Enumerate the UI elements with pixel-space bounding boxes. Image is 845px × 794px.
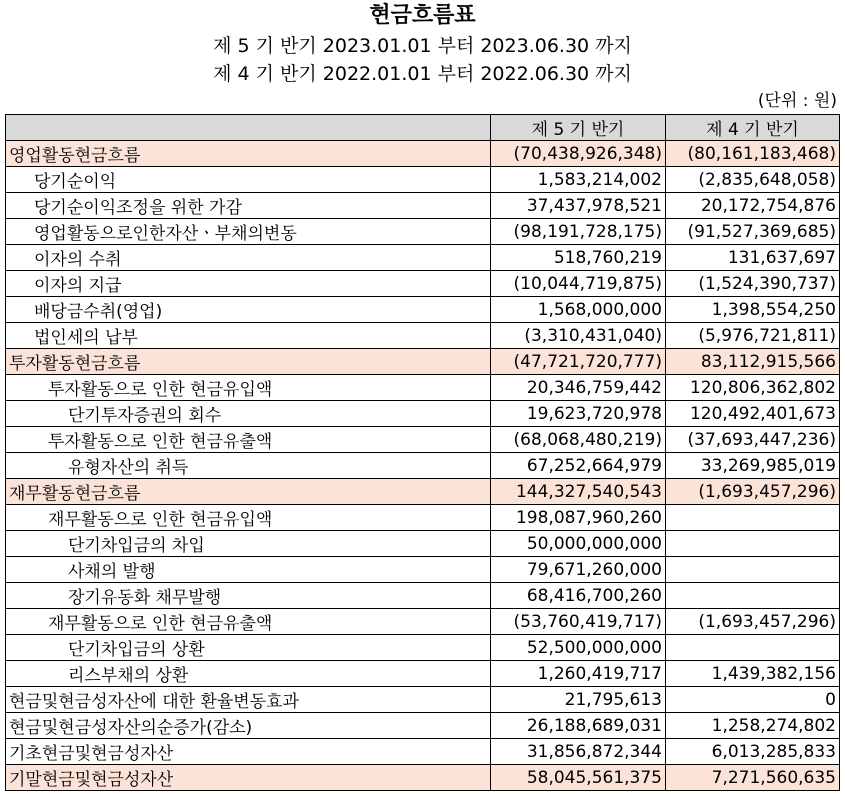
table-row [6,219,840,245]
table-row [6,375,840,401]
table-row [6,271,840,297]
previous-period-value: 6,013,285,833 [666,739,840,765]
current-period-value: 1,568,000,000 [491,297,666,323]
previous-period-value [666,505,840,531]
period-previous: 제 4 기 반기 2022.01.01 부터 2022.06.30 까지 [213,63,632,85]
current-period-value: 20,346,759,442 [491,375,666,401]
previous-period-value [666,635,840,661]
account-label: 투자활동으로 인한 현금유입액 [6,375,491,401]
header-account [6,115,491,141]
previous-period-value: (37,693,447,236) [666,427,840,453]
table-header-row [6,115,840,141]
account-label: 유형자산의 취득 [6,453,491,479]
previous-period-value: 83,112,915,566 [666,349,840,375]
previous-period-value: 7,271,560,635 [666,765,840,791]
current-period-value: (68,068,480,219) [491,427,666,453]
current-period-value: 52,500,000,000 [491,635,666,661]
period-current: 제 5 기 반기 2023.01.01 부터 2023.06.30 까지 [213,35,632,57]
previous-period-value [666,531,840,557]
account-label: 현금및현금성자산에 대한 환율변동효과 [6,687,491,713]
table-row [6,635,840,661]
account-label: 당기순이익조정을 위한 가감 [6,193,491,219]
table-row [6,713,840,739]
account-label: 영업활동으로인한자산ㆍ부채의변동 [6,219,491,245]
current-period-value: (98,191,728,175) [491,219,666,245]
account-label: 법인세의 납부 [6,323,491,349]
previous-period-value: 20,172,754,876 [666,193,840,219]
current-period-value: 1,583,214,002 [491,167,666,193]
table-row [6,323,840,349]
previous-period-value: 1,398,554,250 [666,297,840,323]
table-row [6,453,840,479]
table-row [6,583,840,609]
table-row [6,687,840,713]
previous-period-value [666,557,840,583]
table-row [6,505,840,531]
previous-period-value [666,583,840,609]
current-period-value: 68,416,700,260 [491,583,666,609]
previous-period-value: 131,637,697 [666,245,840,271]
statement-title: 현금흐름표 [369,3,476,28]
account-label: 단기투자증권의 회수 [6,401,491,427]
current-period-value: 518,760,219 [491,245,666,271]
account-label: 재무활동현금흐름 [6,479,491,505]
current-period-value: 58,045,561,375 [491,765,666,791]
current-period-value: (47,721,720,777) [491,349,666,375]
table-row [6,765,840,791]
account-label: 배당금수취(영업) [6,297,491,323]
previous-period-value: 120,492,401,673 [666,401,840,427]
table-row [6,193,840,219]
account-label: 이자의 수취 [6,245,491,271]
cash-flow-table [5,114,840,791]
current-period-value: (70,438,926,348) [491,141,666,167]
current-period-value: 37,437,978,521 [491,193,666,219]
account-label: 장기유동화 채무발행 [6,583,491,609]
account-label: 재무활동으로 인한 현금유출액 [6,609,491,635]
previous-period-value: (1,693,457,296) [666,609,840,635]
current-period-value: 79,671,260,000 [491,557,666,583]
previous-period-value: 33,269,985,019 [666,453,840,479]
account-label: 재무활동으로 인한 현금유입액 [6,505,491,531]
current-period-value: (3,310,431,040) [491,323,666,349]
table-row [6,557,840,583]
current-period-value: 21,795,613 [491,687,666,713]
previous-period-value: 1,258,274,802 [666,713,840,739]
account-label: 단기차입금의 차입 [6,531,491,557]
account-label: 현금및현금성자산의순증가(감소) [6,713,491,739]
table-row [6,167,840,193]
table-row [6,427,840,453]
current-period-value: 144,327,540,543 [491,479,666,505]
current-period-value: 50,000,000,000 [491,531,666,557]
account-label: 기말현금및현금성자산 [6,765,491,791]
account-label: 리스부채의 상환 [6,661,491,687]
account-label: 영업활동현금흐름 [6,141,491,167]
table-row [6,661,840,687]
account-label: 단기차입금의 상환 [6,635,491,661]
table-row [6,401,840,427]
previous-period-value: (91,527,369,685) [666,219,840,245]
previous-period-value: (1,524,390,737) [666,271,840,297]
current-period-value: 26,188,689,031 [491,713,666,739]
previous-period-value: 120,806,362,802 [666,375,840,401]
current-period-value: 31,856,872,344 [491,739,666,765]
current-period-value: 1,260,419,717 [491,661,666,687]
table-row [6,739,840,765]
current-period-value: 19,623,720,978 [491,401,666,427]
previous-period-value: (80,161,183,468) [666,141,840,167]
previous-period-value: (2,835,648,058) [666,167,840,193]
account-label: 기초현금및현금성자산 [6,739,491,765]
table-row [6,245,840,271]
account-label: 이자의 지급 [6,271,491,297]
table-row [6,531,840,557]
table-row [6,479,840,505]
table-row [6,609,840,635]
account-label: 투자활동현금흐름 [6,349,491,375]
current-period-value: 198,087,960,260 [491,505,666,531]
unit-label: (단위 : 원) [757,91,837,111]
header-current-period: 제 5 기 반기 [491,115,666,141]
current-period-value: 67,252,664,979 [491,453,666,479]
account-label: 투자활동으로 인한 현금유출액 [6,427,491,453]
account-label: 당기순이익 [6,167,491,193]
header-previous-period: 제 4 기 반기 [666,115,840,141]
table-row [6,297,840,323]
current-period-value: (53,760,419,717) [491,609,666,635]
table-body [6,141,840,791]
previous-period-value: 0 [666,687,840,713]
table-row [6,349,840,375]
previous-period-value: (5,976,721,811) [666,323,840,349]
account-label: 사채의 발행 [6,557,491,583]
previous-period-value: (1,693,457,296) [666,479,840,505]
table-row [6,141,840,167]
current-period-value: (10,044,719,875) [491,271,666,297]
previous-period-value: 1,439,382,156 [666,661,840,687]
